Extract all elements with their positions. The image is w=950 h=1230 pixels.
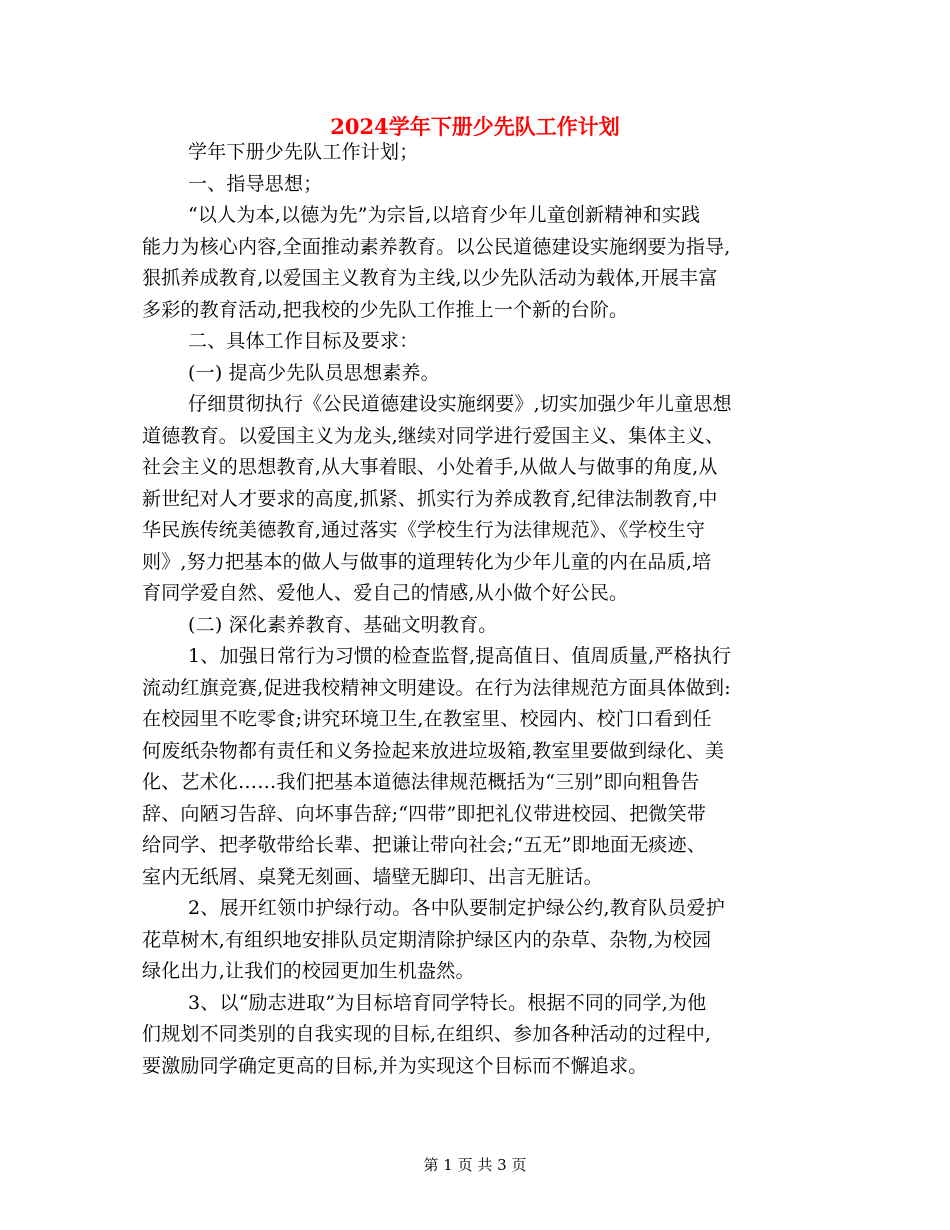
text-line: 何废纸杂物都有责任和义务捡起来放进垃圾箱,教室里要做到绿化、美 (142, 739, 725, 762)
text-line: 化、艺术化……我们把基本道德法律规范概括为“三别”即向粗鲁告 (142, 771, 700, 793)
text-line: 华民族传统美德教育,通过落实《学校生行为法律规范》、《学校生守 (142, 519, 706, 541)
text-line: 1、加强日常行为习惯的检查监督,提高值日、值周质量,严格执行 (188, 645, 732, 667)
text-line: 3、以“励志进取”为目标培育同学特长。根据不同的同学,为他 (188, 991, 707, 1014)
text-line: “以人为本,以德为先”为宗旨,以培育少年儿童创新精神和实践 (188, 204, 701, 226)
text-line: 多彩的教育活动,把我校的少先队工作推上一个新的台阶。 (142, 298, 629, 321)
page-footer: 第 1 页 共 3 页 (423, 1156, 527, 1174)
text-line: 一、指导思想； (188, 172, 323, 195)
text-line: 要激励同学确定更高的目标,并为实现这个目标而不懈追求。 (142, 1054, 648, 1077)
text-line: 仔细贯彻执行《公民道德建设实施纲要》,切实加强少年儿童思想 (188, 393, 732, 415)
text-line: 社会主义的思想教育,从大事着眼、小处着手,从做人与做事的角度,从 (142, 456, 718, 478)
text-line: 流动红旗竞赛,促进我校精神文明建设。在行为法律规范方面具体做到: (142, 676, 731, 699)
text-line: 辞、向陋习告辞、向坏事告辞;“四带”即把礼仪带进校园、把微笑带 (142, 802, 707, 825)
text-line: 给同学、把孝敬带给长辈、把谦让带向社会;“五无”即地面无痰迹、 (142, 834, 707, 856)
text-line: 花草树木,有组织地安排队员定期清除护绿区内的杂草、杂物,为校园 (142, 928, 712, 951)
text-line: 育同学爱自然、爱他人、爱自己的情感,从小做个好公民。 (142, 582, 629, 604)
text-line: 绿化出力,让我们的校园更加生机盎然。 (142, 960, 475, 982)
text-line: 能力为核心内容,全面推动素养教育。以公民道德建设实施纲要为指导, (142, 235, 731, 258)
text-line: (一) 提高少先队员思想素养。 (188, 361, 440, 384)
text-line: 狠抓养成教育,以爱国主义教育为主线,以少先队活动为载体,开展丰富 (142, 267, 718, 289)
text-line: 在校园里不吃零食;讲究环境卫生,在教室里、校园内、校门口看到任 (142, 708, 712, 730)
document-body (142, 137, 822, 1082)
text-line: 2、展开红领巾护绿行动。各中队要制定护绿公约,教育队员爱护 (188, 897, 725, 919)
document-title: 2024学年下册少先队工作计划 (330, 114, 620, 139)
text-line: 道德教育。以爱国主义为龙头,继续对同学进行爱国主义、集体主义、 (142, 424, 725, 447)
text-line: (二) 深化素养教育、基础文明教育。 (188, 613, 498, 636)
text-line: 们规划不同类别的自我实现的目标,在组织、参加各种活动的过程中, (142, 1023, 712, 1045)
text-line: 则》,努力把基本的做人与做事的道理转化为少年儿童的内在品质,培 (142, 550, 712, 573)
text-line: 室内无纸屑、桌凳无刻画、墙壁无脚印、出言无脏话。 (142, 865, 603, 888)
text-line: 新世纪对人才要求的高度,抓紧、抓实行为养成教育,纪律法制教育,中 (142, 487, 718, 510)
text-line: 学年下册少先队工作计划； (188, 141, 419, 163)
text-line: 二、具体工作目标及要求： (188, 330, 419, 352)
